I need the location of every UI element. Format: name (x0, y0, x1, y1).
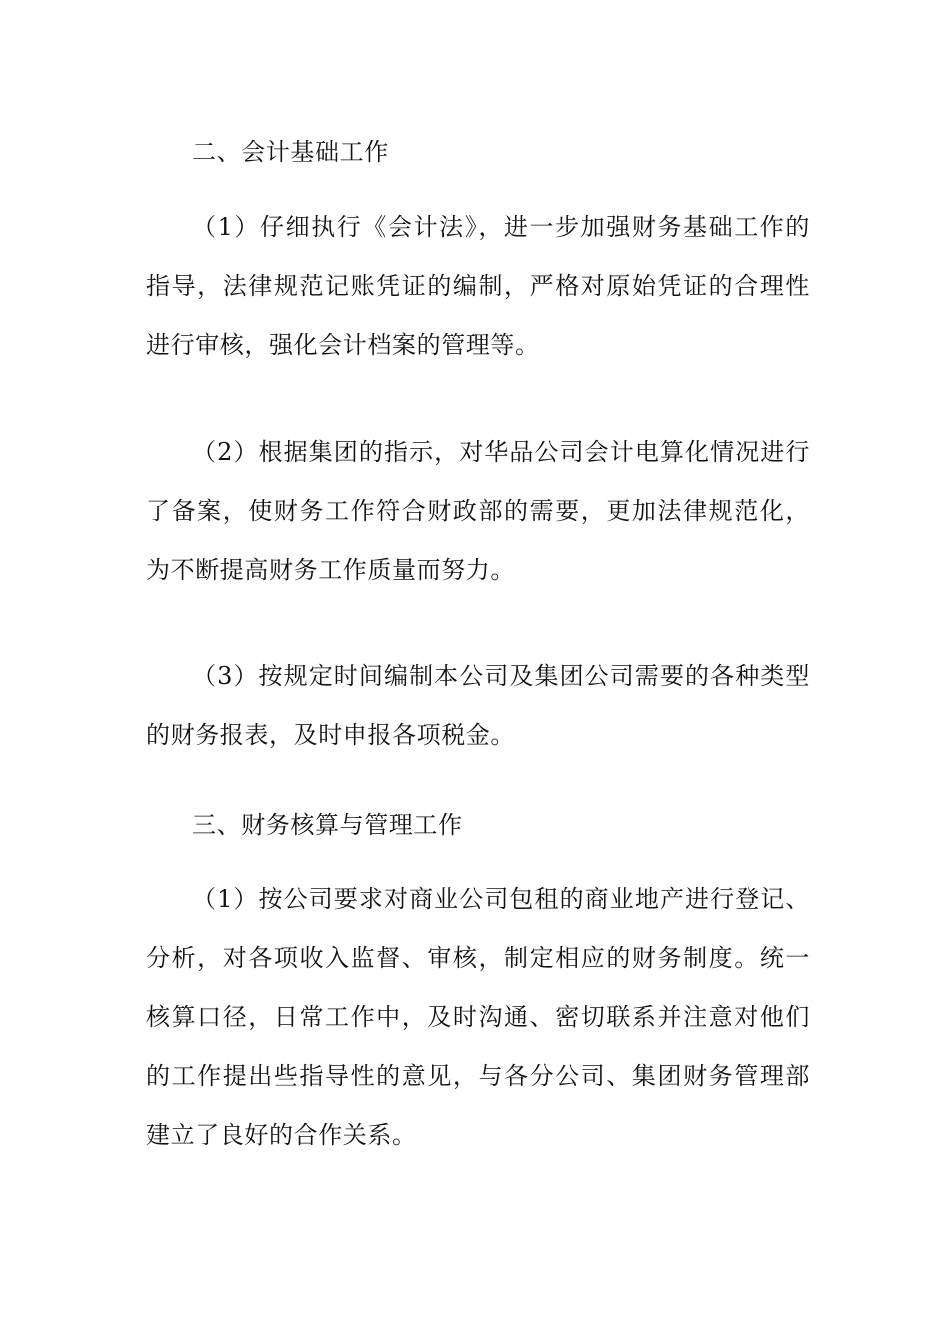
paragraph-computerized-accounting: （2）根据集团的指示，对华品公司会计电算化情况进行了备案，使财务工作符合财政部的需要，更加法律规范化，为不断提高财务工作质量而努力。 (146, 438, 810, 584)
paragraph-financial-reports: （3）按规定时间编制本公司及集团公司需要的各种类型的财务报表，及时申报各项税金。 (146, 662, 810, 749)
section-heading-accounting-basics: 二、会计基础工作 (192, 138, 389, 166)
paragraph-accounting-law: （1）仔细执行《会计法》，进一步加强财务基础工作的指导，法律规范记账凭证的编制，严格对原始凭证的合理性进行审核，强化会计档案的管理等。 (146, 213, 810, 359)
paragraph-commercial-property: （1）按公司要求对商业公司包租的商业地产进行登记、分析，对各项收入监督、审核，制定相应的财务制度。统一核算口径，日常工作中，及时沟通、密切联系并注意对他们的工作提出些指导性的意见，与各分公司、集团财务管理部建立了良好的合作关系。 (146, 885, 810, 1149)
section-heading-financial-accounting: 三、财务核算与管理工作 (192, 811, 463, 839)
